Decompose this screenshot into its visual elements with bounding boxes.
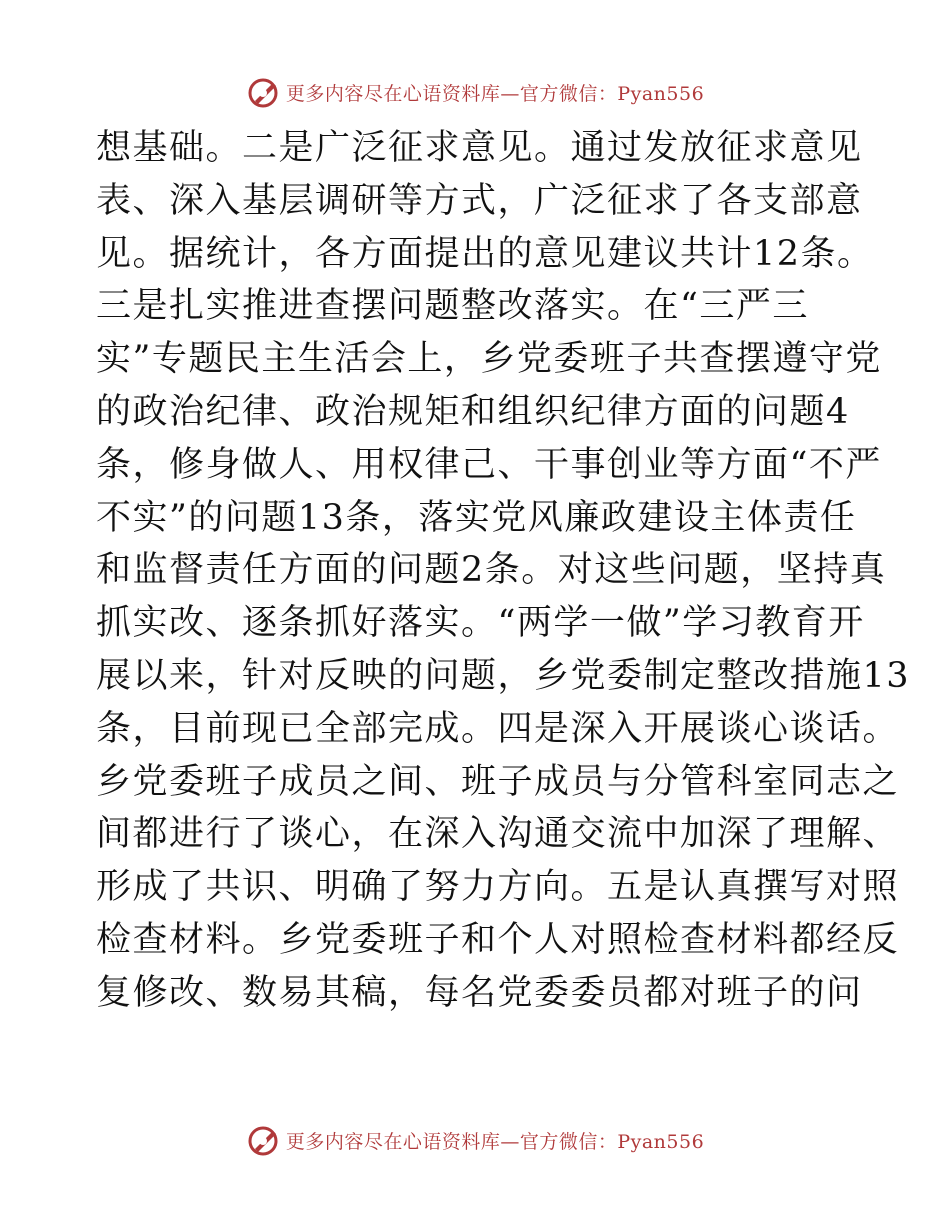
text-line: 抓实改、逐条抓好落实。“两学一做”学习教育开 <box>96 603 865 644</box>
text-line: 表、深入基层调研等方式，广泛征求了各支部意 <box>96 180 863 221</box>
text-line: 实”专题民主生活会上，乡党委班子共查摆遵守党 <box>96 339 882 380</box>
pen-logo-icon <box>246 1123 280 1157</box>
text-line: 不实”的问题13条，落实党风廉政建设主体责任 <box>96 497 857 538</box>
text-line: 想基础。二是广泛征求意见。通过发放征求意见 <box>96 128 863 168</box>
pen-logo-icon <box>246 75 280 109</box>
text-line: 间都进行了谈心，在深入沟通交流中加深了理解、 <box>96 814 900 855</box>
text-line: 条，目前现已全部完成。四是深入开展谈心谈话。 <box>96 708 900 749</box>
text-line: 形成了共识、明确了努力方向。五是认真撰写对照 <box>96 867 900 908</box>
watermark-text: 更多内容尽在心语资料库—官方微信：Pyan556 <box>285 82 705 105</box>
text-line: 见。据统计，各方面提出的意见建议共计12条。 <box>96 233 874 274</box>
watermark-text: 更多内容尽在心语资料库—官方微信：Pyan556 <box>285 1130 705 1153</box>
header-watermark <box>0 72 950 112</box>
text-line: 检查材料。乡党委班子和个人对照检查材料都经反 <box>96 919 900 960</box>
text-line: 条，修身做人、用权律己、干事创业等方面“不严 <box>96 444 882 485</box>
text-line: 三是扎实推进查摆问题整改落实。在“三严三 <box>96 286 809 327</box>
text-line: 乡党委班子成员之间、班子成员与分管科室同志之 <box>96 761 900 802</box>
text-line: 和监督责任方面的问题2条。对这些问题，坚持真 <box>96 550 887 591</box>
text-line: 的政治纪律、政治规矩和组织纪律方面的问题4 <box>96 391 850 432</box>
text-line: 展以来，针对反映的问题，乡党委制定整改措施13 <box>96 655 911 696</box>
document-body <box>96 122 911 1020</box>
footer-watermark <box>0 1120 950 1160</box>
text-line: 复修改、数易其稿，每名党委委员都对班子的问 <box>96 972 863 1013</box>
